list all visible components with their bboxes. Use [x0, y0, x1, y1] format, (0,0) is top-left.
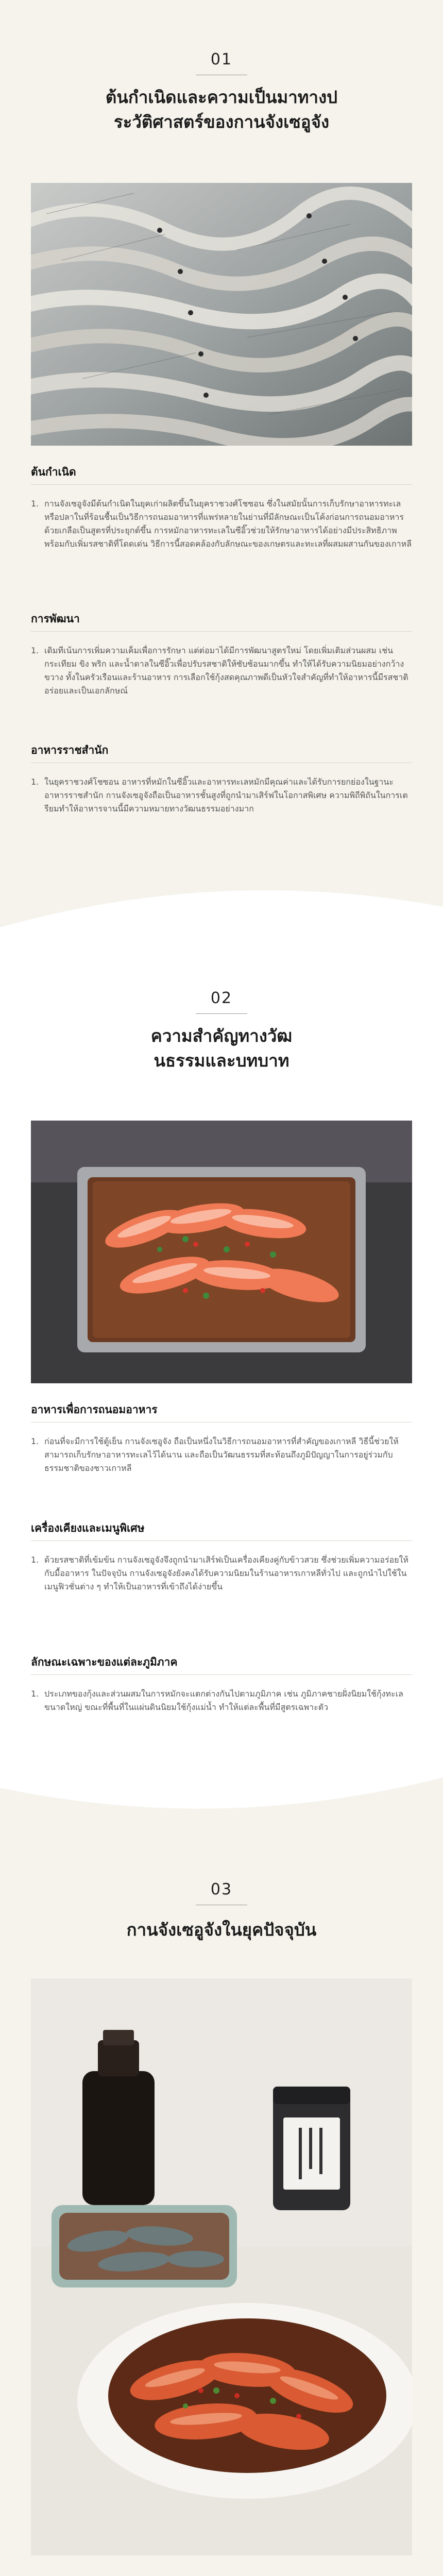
divider — [31, 1674, 412, 1675]
item-text: กานจังเซอูจังมีต้นกำเนิดในยุคเก่าผลิตขึ้นในยุคราชวงศ์โชซอน ซึ่งในสมัยนั้นการเก็บรักษาอาหารทะเลหรือปลาในที่ร้อนชื้นเป็นวิธีการถนอมอาหารที่แพร่หลายในย่านที่มีลักษณะเป็นโค้งก่อนการถนอมอาหารด้วยเกลือเป็นสูตรที่ประยุกต์ขึ้น การหมักอาหารทะเลในซีอิ๊วช่วยให้รักษาอาหารได้อย่างมีประสิทธิภาพ พร้อมกับเพิ่มรสชาติที่โดดเด่น วิธีการนี้สอดคล้องกับลักษณะของเกษตรและทะเลที่ผสมผสานกันของเกาหลี — [44, 499, 412, 549]
item-text: ในยุคราชวงศ์โชซอน อาหารที่หมักในซีอิ๊วและอาหารทะเลหมักมีคุณค่าและได้รับการยกย่องในฐานะอาหารราชสำนัก กานจังเซอูจังถือเป็นอาหารชั้นสูงที่ถูกนำมาเสิร์ฟในโอกาสพิเศษ ความพิถีพิถันในการเตรียมทำให้อาหารจานนี้มีความหมายทางวัฒนธรรมอย่างมาก — [44, 777, 408, 814]
divider — [31, 631, 412, 632]
section-title: ความสำคัญทางวัฒ นธรรมและบทบาท — [150, 1026, 293, 1071]
shrimp-image — [31, 183, 412, 446]
marinated-shrimp-photo — [31, 1121, 412, 1383]
section-origin — [0, 0, 443, 927]
divider — [31, 484, 412, 485]
item-number: 1. — [31, 1555, 39, 1565]
item-text: ประเภทของกุ้งและส่วนผสมในการหมักจะแตกต่างกันไปตามภูมิภาค เช่น ภูมิภาคชายฝั่งนิยมใช้กุ้งทะเลขนาดใหญ่ ขณะที่พื้นที่ในแผ่นดินนิยมใช้กุ้งแม่น้ำ ทำให้แต่ละพื้นที่มีสูตรเฉพาะตัว — [44, 1689, 403, 1712]
block-heading: อาหารราชสำนัก — [31, 744, 109, 756]
section-number: 03 — [210, 1880, 233, 1899]
section-number: 02 — [210, 989, 233, 1007]
shrimp-tray-image — [31, 1121, 412, 1383]
item-number: 1. — [31, 499, 39, 509]
item-number: 1. — [31, 1689, 39, 1699]
section-title: ต้นกำเนิดและความเป็นมาทางป ระวัติศาสตร์ของกานจังเซอูจัง — [105, 87, 338, 132]
section-wave — [0, 1767, 443, 1819]
list-item — [31, 1553, 412, 1594]
item-number: 1. — [31, 646, 39, 655]
item-number: 1. — [31, 777, 39, 787]
section-culture — [0, 927, 443, 1819]
list-item — [31, 497, 412, 551]
block-heading: อาหารเพื่อการถนอมอาหาร — [31, 1403, 158, 1416]
divider — [31, 1540, 412, 1541]
section-modern — [0, 1819, 443, 2576]
list-item — [31, 1435, 412, 1475]
block-heading: เครื่องเคียงและเมนูพิเศษ — [31, 1522, 145, 1534]
shrimp-dish-image — [31, 1978, 412, 2555]
item-text: เดิมทีเน้นการเพิ่มความเค็มเพื่อการรักษา แต่ต่อมาได้มีการพัฒนาสูตรใหม่ โดยเพิ่มเติมส่วนผสม เช่น กระเทียม ขิง พริก และน้ำตาลในซีอิ๊วเพื่อปรับรสชาติให้ซับซ้อนมากขึ้น ทำให้ได้รับความนิยมอย่างกว้างขวาง ทั้งในครัวเรือนและร้านอาหาร การเลือกใช้กุ้งสดคุณภาพดีเป็นหัวใจสำคัญที่ทำให้อาหารนี้มีรสชาติอร่อยและเป็นเอกลักษณ์ — [44, 646, 408, 696]
item-text: ก่อนที่จะมีการใช้ตู้เย็น กานจังเซอูจัง ถือเป็นหนึ่งในวิธีการถนอมอาหารที่สำคัญของเกาหลี วิธีนี้ช่วยให้สามารถเก็บรักษาอาหารทะเลไว้ได้นาน และถือเป็นวัฒนธรรมที่สะท้อนถึงภูมิปัญญาในการอยู่ร่วมกับธรรมชาติของชาวเกาหลี — [44, 1436, 399, 1473]
list-item — [31, 775, 412, 816]
raw-shrimp-photo — [31, 183, 412, 446]
shrimp-dish-photo — [31, 1978, 412, 2555]
list-item — [31, 644, 412, 698]
item-number: 1. — [31, 1436, 39, 1446]
section-number: 01 — [210, 50, 233, 69]
item-text: ด้วยรสชาติที่เข้มข้น กานจังเซอูจังจึงถูกนำมาเสิร์ฟเป็นเครื่องเคียงคู่กับข้าวสวย ซึ่งช่วยเพิ่มความอร่อยให้กับมื้ออาหาร ในปัจจุบัน กานจังเซอูจังยังคงได้รับความนิยมในร้านอาหารเกาหลีทั่วไป และถูกนำไปใช้ในเมนูฟิวชั่นต่าง ๆ ทำให้เป็นอาหารที่เข้าถึงได้ง่ายขึ้น — [44, 1555, 408, 1591]
block-heading: ลักษณะเฉพาะของแต่ละภูมิภาค — [31, 1656, 178, 1668]
list-item — [31, 1687, 412, 1714]
section-title: กานจังเซอูจังในยุคปัจจุบัน — [126, 1920, 317, 1940]
divider — [31, 762, 412, 763]
block-heading: ต้นกำเนิด — [31, 466, 76, 478]
section-divider — [196, 1013, 247, 1014]
section-wave — [0, 876, 443, 927]
block-heading: การพัฒนา — [31, 613, 80, 625]
